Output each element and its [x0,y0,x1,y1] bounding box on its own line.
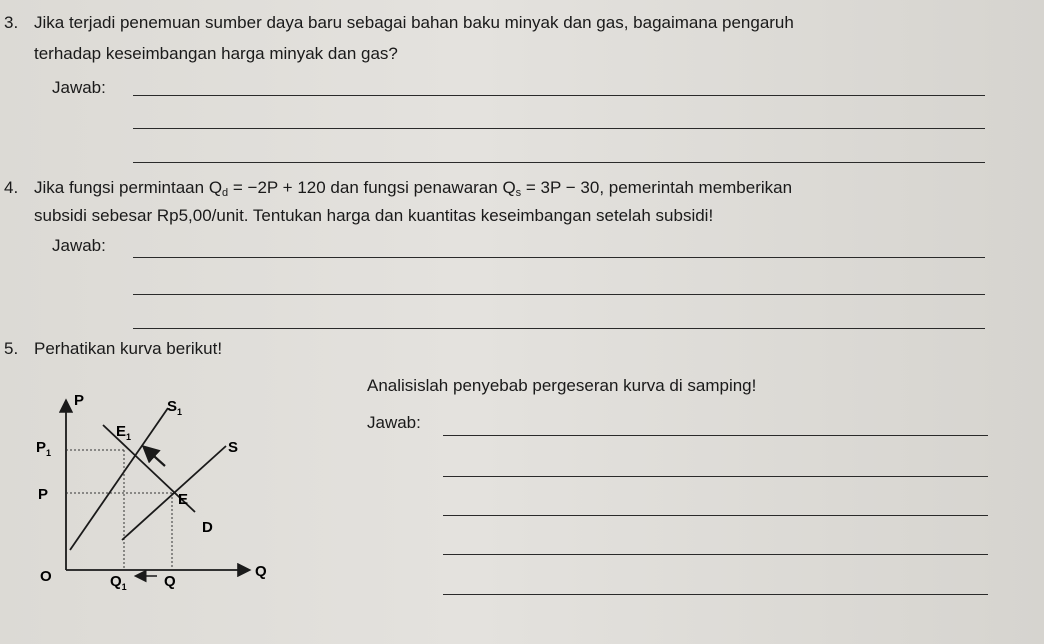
x-axis-label: Q [255,563,267,580]
question-4-line-2: subsidi sebesar Rp5,00/unit. Tentukan harga dan kuantitas keseimbangan setelah subsidi! [34,206,714,225]
question-5-line-1: Perhatikan kurva berikut! [34,339,223,358]
answer-line[interactable] [443,515,988,516]
s-label: S [228,439,239,456]
question-5-number: 5. [4,339,19,358]
answer-line[interactable] [443,476,988,477]
question-3-line-2: terhadap keseimbangan harga minyak dan gas? [34,44,398,63]
supply-subscript: s [515,187,522,199]
question-3-answer-label: Jawab: [52,78,106,97]
question-4-text-a: Jika fungsi permintaan Q [34,178,223,197]
e1-label: $E_1$ [116,423,132,442]
question-5-instruction: Analisislah penyebab pergeseran kurva di samping! [367,376,757,395]
answer-line[interactable] [133,328,985,329]
question-4-answer-label: Jawab: [52,236,106,255]
question-4-number: 4. [4,178,19,197]
q-label: Q [164,573,176,590]
d-label: D [202,519,213,536]
y-axis-label: P [74,392,85,409]
question-4 [4,176,792,205]
question-4-text-c: = 3P − 30, pemerintah memberikan [521,178,793,197]
q1-label: $Q_1$ [110,573,127,592]
demand-subscript: d [222,187,229,199]
answer-line[interactable] [133,128,985,129]
answer-line[interactable] [443,554,988,555]
s1-label: $S_1$ [167,398,183,417]
shift-arrow [145,448,165,466]
answer-line[interactable] [443,435,988,436]
p-label: P [38,486,49,503]
p1-label: $P_1$ [36,439,52,458]
origin-label: O [40,568,52,585]
supply-demand-graph [0,380,300,610]
e-label: E [178,491,189,508]
question-3-number: 3. [4,13,19,32]
answer-line[interactable] [133,162,985,163]
answer-line[interactable] [443,594,988,595]
question-3-line-1: Jika terjadi penemuan sumber daya baru sebagai bahan baku minyak dan gas, bagaimana pengaruh [34,13,794,32]
answer-line[interactable] [133,95,985,96]
question-5-answer-label: Jawab: [367,413,421,432]
answer-line[interactable] [133,257,985,258]
question-4-text-b: = −2P + 120 dan fungsi penawaran Q [228,178,516,197]
question-5 [4,337,222,360]
answer-line[interactable] [133,294,985,295]
question-3 [4,11,794,34]
